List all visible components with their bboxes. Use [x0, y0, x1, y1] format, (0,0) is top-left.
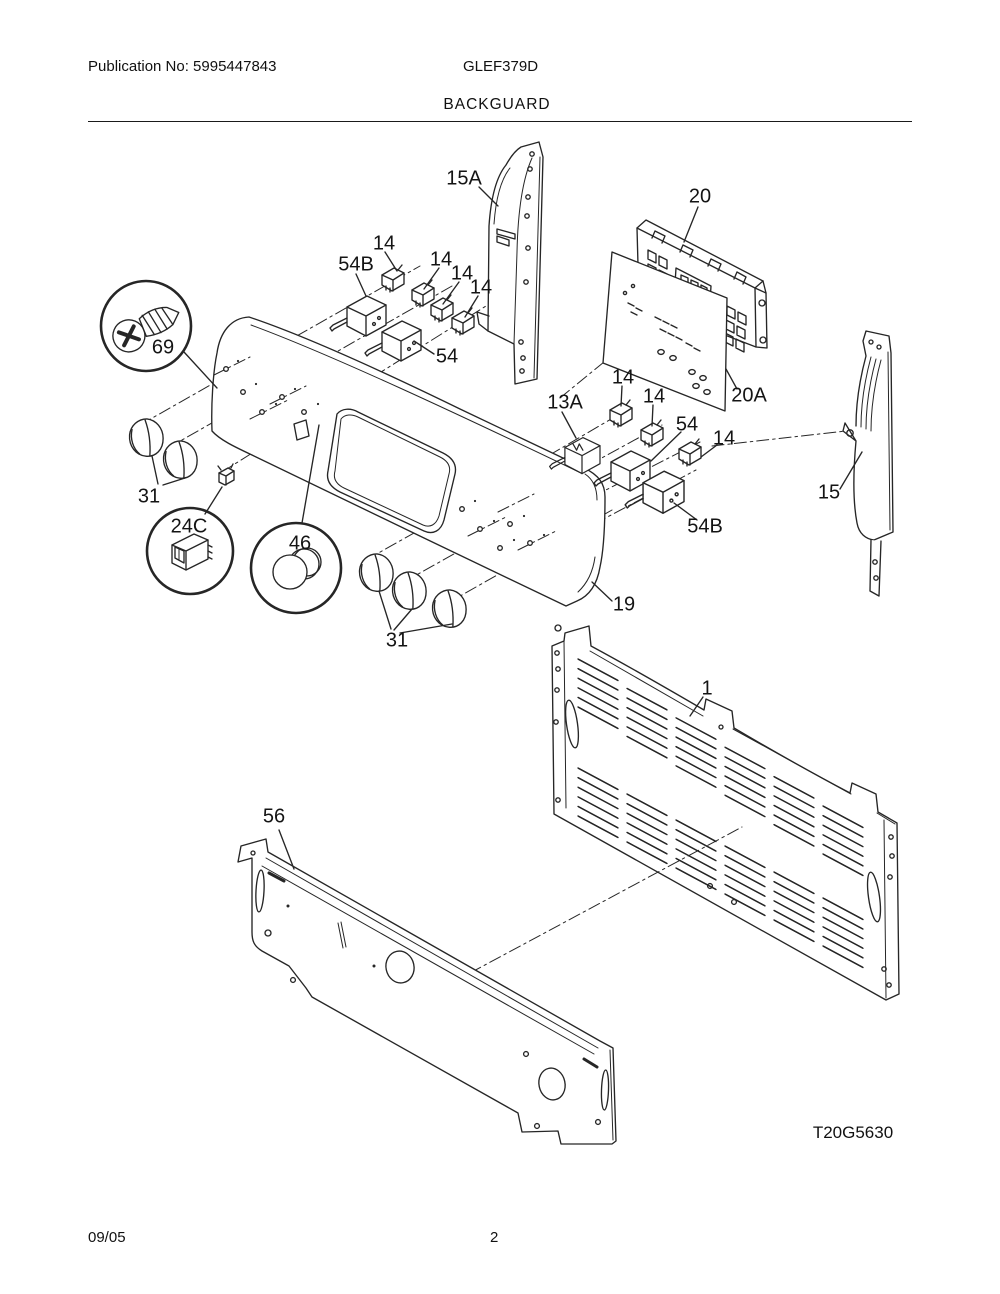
callout-14-5: 14 — [611, 366, 635, 389]
publication-number: Publication No: 5995447843 — [88, 58, 277, 75]
footer-date: 09/05 — [88, 1229, 126, 1246]
detail-69 — [101, 281, 191, 371]
callout-14-6: 14 — [642, 385, 666, 408]
switch-24c-small — [218, 464, 234, 485]
callout-19: 19 — [612, 593, 636, 616]
callout-14-7: 14 — [712, 427, 736, 450]
callout-24c: 24C — [170, 515, 208, 538]
callout-54b-right: 54B — [687, 515, 723, 538]
callout-54-right: 54 — [675, 413, 699, 436]
control-panel — [212, 317, 605, 606]
callout-54-left: 54 — [435, 345, 459, 368]
bracket-15 — [843, 331, 893, 596]
callout-14-1: 14 — [372, 232, 396, 255]
callout-14-4: 14 — [469, 276, 493, 299]
callout-31-bottom: 31 — [385, 629, 409, 652]
infinite-switch-54b-left — [330, 296, 386, 336]
model-number: GLEF379D — [463, 58, 539, 75]
page-title: BACKGUARD — [443, 96, 551, 113]
callout-14-2: 14 — [429, 248, 453, 271]
drawing-number: T20G5630 — [812, 1123, 894, 1142]
callout-20a: 20A — [731, 384, 767, 407]
callout-13a: 13A — [547, 391, 583, 414]
callout-20: 20 — [688, 185, 712, 208]
lower-panel — [238, 839, 616, 1144]
vent-panel — [552, 625, 899, 1000]
callout-54b-left: 54B — [338, 253, 374, 276]
callout-1: 1 — [701, 677, 713, 700]
callout-15a: 15A — [446, 167, 482, 190]
callout-15: 15 — [817, 481, 841, 504]
callout-56: 56 — [262, 805, 286, 828]
callout-69: 69 — [151, 336, 175, 359]
callout-31-left: 31 — [137, 485, 161, 508]
footer-page-number: 2 — [490, 1229, 499, 1246]
bracket-15a — [477, 142, 543, 384]
callout-14-3: 14 — [450, 262, 474, 285]
callout-46: 46 — [288, 532, 312, 555]
